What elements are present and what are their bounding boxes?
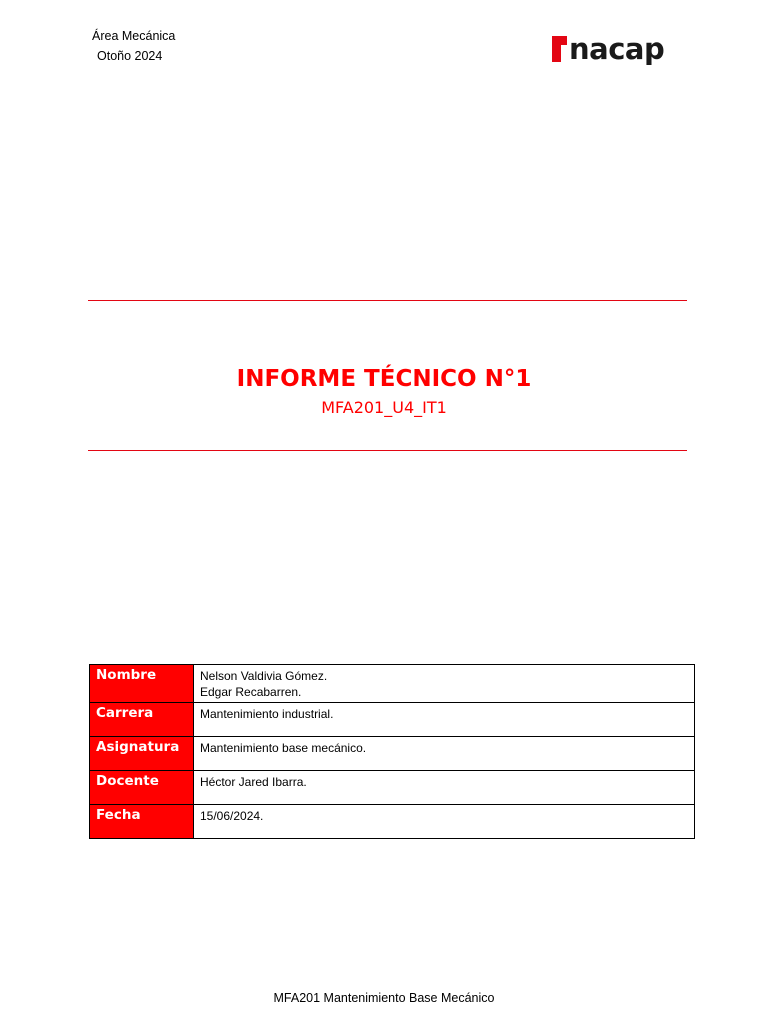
student-name-1: Nelson Valdivia Gómez. (200, 669, 328, 683)
row-label-docente: Docente (90, 771, 194, 805)
row-value-asignatura (194, 737, 695, 771)
carrera-value: Mantenimiento industrial. (200, 707, 334, 721)
asignatura-value: Mantenimiento base mecánico. (200, 741, 367, 755)
fecha-value: 15/06/2024. (200, 809, 264, 823)
table-row (90, 771, 695, 805)
row-value-nombre (194, 665, 695, 703)
term-label: Otoño 2024 (97, 49, 163, 63)
table-row (90, 665, 695, 703)
table-row (90, 737, 695, 771)
row-label-asignatura: Asignatura (90, 737, 194, 771)
page-footer: MFA201 Mantenimiento Base Mecánico (273, 991, 495, 1005)
row-label-nombre: Nombre (90, 665, 194, 703)
student-name-2: Edgar Recabarren. (200, 685, 302, 699)
docente-value: Héctor Jared Ibarra. (200, 775, 307, 789)
row-label-fecha: Fecha (90, 805, 194, 839)
inacap-logo (552, 22, 686, 76)
table-row (90, 805, 695, 839)
logo-mark-icon (552, 36, 567, 62)
info-table (89, 664, 695, 839)
row-value-fecha (194, 805, 695, 839)
row-value-carrera (194, 703, 695, 737)
bottom-divider (88, 450, 687, 451)
top-divider (88, 300, 687, 301)
row-value-docente (194, 771, 695, 805)
document-title: INFORME TÉCNICO N°1 (236, 366, 532, 392)
table-row (90, 703, 695, 737)
header-info (92, 26, 175, 66)
document-code: MFA201_U4_IT1 (321, 398, 447, 417)
row-label-carrera: Carrera (90, 703, 194, 737)
area-label: Área Mecánica (92, 29, 176, 43)
logo-text: nacap (569, 32, 665, 66)
